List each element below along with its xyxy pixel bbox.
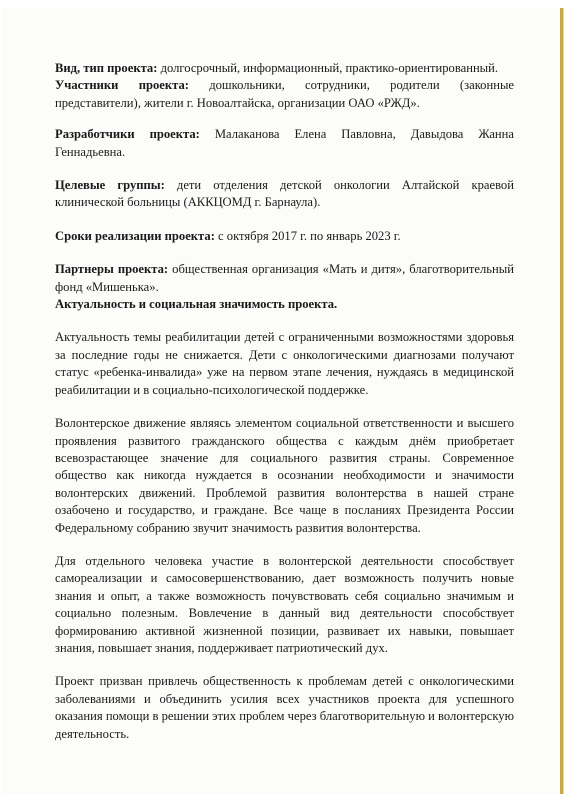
timeline-label: Сроки реализации проекта: [55, 228, 215, 243]
project-type-label: Вид, тип проекта: [55, 61, 158, 75]
paragraph-relevance: Актуальность темы реабилитации детей с ограниченными возможностями здоровья за последние годы не снижается. Дети с онкологическими диагнозами получают статус «ребенка-инвалида» уже на первом этапе лечения, нуждаясь в медицинской реабилитации и в социально-психологической поддержке. [55, 330, 514, 397]
target-groups-value: дети отделения детской онкологии Алтайской краевой клинической больницы (АККЦОМД г. Барнаула). [55, 178, 514, 210]
timeline-value: с октября 2017 г. по январь 2023 г. [218, 228, 401, 243]
partners-label: Партнеры проекта: [55, 262, 169, 277]
paragraph-volunteering: Волонтерское движение являясь элементом социальной ответственности и высшего проявления развитого гражданского общества с каждым днём приобретает всевозрастающее значение для социального развития страны. Современное общество как никогда нуждается в осознании необходимости и значимости волонтерских движений. Проблемой развития волонтерства в нашей стране озабочено и государство, и граждане. Все чаще в посланиях Президента России Федеральному собранию звучит значимость развития волонтерства. [55, 416, 514, 535]
section-heading: Актуальность и социальная значимость проекта. [55, 297, 338, 312]
target-groups [55, 177, 514, 212]
paragraph-personal-benefit: Для отдельного человека участие в волонтерской деятельности способствует самореализации и самосовершенствованию, дает возможность получить новые знания и опыт, а также возможность почувствовать себя социально значимым и социально полезным. Вовлечение в данный вид деятельности способствует формированию активной жизненной позиции, развивает их навыки, повышает знания, повышает знания, поддерживает патриотический дух. [55, 553, 514, 655]
developers [55, 126, 514, 161]
timeline [55, 228, 514, 245]
participants [55, 77, 514, 112]
partners-value: общественная организация «Мать и дитя», благотворительный фонд «Мишенька». [55, 262, 514, 294]
project-type [55, 60, 514, 77]
participants-label: Участники проекта: [55, 78, 189, 93]
paragraph-project-goal: Проект призван привлечь общественность к проблемам детей с онкологическими заболеваниями и объединить усилия всех участников проекта для успешного оказания помощи в решении этих проблем через благотворительную и волонтерскую деятельность. [55, 674, 514, 741]
partners [55, 261, 514, 296]
participants-value: дошкольники, сотрудники, родители (законные представители), жители г. Новоалтайска, организации ОАО «РЖД». [55, 78, 515, 110]
target-groups-label: Целевые группы: [55, 178, 165, 193]
document-page [2, 8, 563, 794]
developers-label: Разработчики проекта: [55, 127, 200, 142]
developers-value: Малаканова Елена Павловна, Давыдова Жанна Геннадьевна. [55, 127, 514, 159]
document-body [55, 60, 514, 743]
project-type-value: долгосрочный, информационный, практико-ориентированный. [160, 61, 499, 75]
